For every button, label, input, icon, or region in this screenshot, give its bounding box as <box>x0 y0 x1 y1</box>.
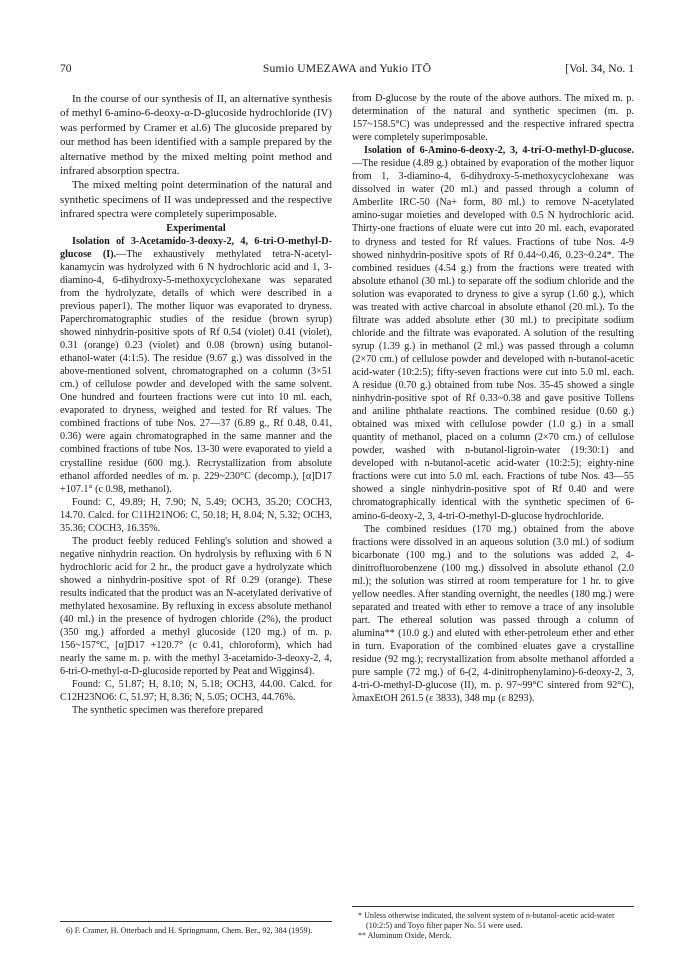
reference-6: 6) F. Cramer, H. Otterbach and H. Springmann, Chem. Ber., 92, 384 (1959). <box>66 926 313 935</box>
footnote-left <box>60 921 332 936</box>
section-heading-experimental: Experimental <box>166 222 226 234</box>
isolation-2-body: —The residue (4.89 g.) obtained by evaporation of the mother liquor from 1, 3-diamino-4, 6-dihydroxy-5-methoxycyclohexane was dissolved in water (20 ml.) and passed through a column of Amberlite IRC-50 (Na+ form, 80 ml.) to remove N-acetylated amino-sugar moieties and developed with 0.5 N hydrochloric acid. Thirty-one fractions of eluate were cut into 20 ml. each, evaporated to dryness and tested for Rf values. Fractions of tube Nos. 4-9 showed ninhydrin-positive spots of Rf 0.44~0.46, 0.23~0.24*. The combined residues (4.54 g.) from the fractions were treated with absolute ethanol (30 ml.) to separate off the sodium chloride and the solution was evaporated to dryness to give a syrup (1.60 g.), which was treated with active charcoal in absolute ethanol (20 ml.). To the filtrate was added absolute ether (30 ml.) to precipitate sodium chloride and the filtrate was evaporated. A solution of the resulting syrup (1.39 g.) in methanol (2 ml.) was passed through a column (2×70 cm.) of cellulose powder and developed with n-butanol-acetic acid-water (10:2:5); fifty-seven fractions were cut into 5.0 ml. each. A residue (0.70 g.) obtained from tube Nos. 35-45 showed a single ninhydrin-positive spot of Rf 0.33~0.38 and gave positive Tollens and aniline phthalate reactions. The combined residue (0.60 g.) obtained was mixed with cellulose powder (1.0 g.) in a small quantity of methanol, placed on a column (2×70 cm.) of cellulose powder, washed with n-butanol-ligroin-water (19:30:1) and developed with n-butanol-acetic acid-water (10:2:5); eighty-nine fractions were cut into 5.0 ml. each. Fractions of tube Nos. 43—55 showed a single ninhydrin-positive spot of Rf 0.40 and were chromatographically identical with the synthetic specimen of 6-amino-6-deoxy-2, 3, 4-tri-O-methyl-D-glucose hydrochloride. <box>352 158 634 522</box>
isolation-1-body: —The exhaustively methylated tetra-N-acetyl-kanamycin was hydrolyzed with 6 N hydrochloric acid and 1, 3-diamino-4, 6-dihydroxy-5-methoxycyclohexane was separated from the hydrolyzate, details of which were described in a previous paper1). The mother liquor was evaporated to dryness. Paperchromatographic studies of the residue (brown syrup) showed ninhydrin-positive spots of Rf 0.54 (violet) 0.41 (violet), 0.31 (orange) 0.23 (violet) and 0.08 (brown) using butanol-ethanol-water (4:1:5). The residue (9.67 g.) was dissolved in the above-mentioned solvent, chromatographed on a column (3×51 cm.) of cellulose powder and developed with the same solvent. One hundred and fourteen fractions were cut into 10 ml. each, evaporated to dryness, weighed and tested for Rf values. The combined fractions of tube Nos. 27—37 (6.89 g., Rf 0.48, 0.41, 0.36) were again chromatographed in the same manner and the combined fractions of tube Nos. 13-30 were evaporated to yield a crystalline residue (600 mg.). Recrystallization from absolute ethanol afforded needles of m. p. 229~230°C (decomp.), [α]D17 +107.1° (c 0.98, methanol). <box>60 248 333 495</box>
right-column <box>352 92 634 705</box>
footnote-rule <box>352 906 634 907</box>
isolation-2-heading: Isolation of 6-Amino-6-deoxy-2, 3, 4-tri-O-methyl-D-glucose. <box>364 145 634 157</box>
dnp-derivative-paragraph: The combined residues (170 mg.) obtained from the above fractions were dissolved in an aqueous solution (3.0 ml.) of sodium bicarbonate (100 mg.) and to the solutions was added 2, 4-dinitrofluorobenzene (100 mg.) dissolved in absolute ethanol (2.0 ml.); the solution was stirred at room temperature for 1 hr. to give yellow needles. After standing overnight, the needles (180 mg.) were separated and treated with ether to remove a trace of any insoluble part. The ethereal solution was passed through a column of alumina** (10.0 g.) and eluted with ether-petroleum ether and ether in turn. Evaporation of the combined eluates gave a crystalline residue (92 mg.); recrystallization from absolte methanol afforded a pure sample (72 mg.) of 6-(2, 4-dinitrophenylamino)-6-deoxy-2, 3, 4-tri-O-methyl-D-glucose (II), m. p. 97~99°C sintered from 92°C), λmaxEtOH 261.5 (ε 3833), 348 mμ (ε 8293). <box>352 523 634 705</box>
synthetic-specimen-paragraph: The synthetic specimen was therefore prepared <box>72 705 263 717</box>
isolation-1-heading: Isolation of 3-Acetamido-3-deoxy-2, 4, 6-tri-O-methyl-D-glucose (I). <box>60 235 332 260</box>
footnote-right <box>352 906 634 942</box>
left-column <box>60 92 332 717</box>
intro-paragraph-1: In the course of our synthesis of II, an alternative synthesis of methyl 6-amino-6-deoxy-α-D-glucoside hydrochloride (IV) was performed by Cramer et al.6) The glucoside prepared by our method has been identified with a sample prepared by the alternative method by the mixed melting point method and infrared absorption spectra. <box>60 93 332 178</box>
continuation-paragraph: from D-glucose by the route of the above authors. The mixed m. p. determination of the natural and synthetic specimen (m. p. 157~158.5°C) was undepressed and the respective infrared spectra were completely superimposable. <box>352 93 634 144</box>
volume-info: [Vol. 34, No. 1 <box>565 62 634 75</box>
analysis-2-paragraph: Found: C, 51.87; H, 8.10; N, 5.18; OCH3, 44.00. Calcd. for C12H23NO6: C, 51.97; H, 8.36; N, 5.05; OCH3, 44.76%. <box>60 679 332 704</box>
footnote-asterisk: * Unless otherwise indicated, the solvent system of n-butanol-acetic acid-water (10:2:5) and Toyo filter paper No. 51 were used. <box>358 911 615 931</box>
isolation-1-paragraph <box>60 235 332 496</box>
intro-paragraph-2: The mixed melting point determination of the natural and synthetic specimens of II was undepressed and the respective infrared spectra were completely superimposable. <box>60 179 332 221</box>
page-number: 70 <box>60 62 72 75</box>
running-header <box>60 62 634 78</box>
analysis-1-paragraph: Found: C, 49.89; H, 7.90; N, 5.49; OCH3, 35.20; COCH3, 14.70. Calcd. for C11H21NO6: C, 50.18; H, 8.04; N, 5.32; OCH3, 35.36; COCH3, 16.35%. <box>60 496 332 534</box>
footnote-rule <box>60 921 332 922</box>
isolation-2-paragraph <box>352 144 634 522</box>
hydrolysis-paragraph: The product feebly reduced Fehling's solution and showed a negative ninhydrin reaction. On hydrolysis by refluxing with 6 N hydrochloric acid for 2 hr., the product gave a hydrolyzate which showed a ninhydrin-positive spot of Rf 0.29 (orange). These results indicated that the product was an N-acetylated derivative of methylated hexosamine. By refluxing in excess absolute methanol (40 ml.) in the presence of hydrogen chloride (2%), the product (350 mg.) afforded a methyl glucoside (120 mg.) of m. p. 156~157°C, [α]D17 +120.7° (c 0.41, chloroform), which had nearly the same m. p. with the methyl 3-acetamido-3-deoxy-2, 4, 6-tri-O-methyl-α-D-glucoside reported by Peat and Wiggins4). <box>60 535 332 678</box>
footnote-double-asterisk: ** Aluminum Oxide, Merck. <box>358 931 452 941</box>
running-title: Sumio UMEZAWA and Yukio ITŌ <box>262 62 432 75</box>
